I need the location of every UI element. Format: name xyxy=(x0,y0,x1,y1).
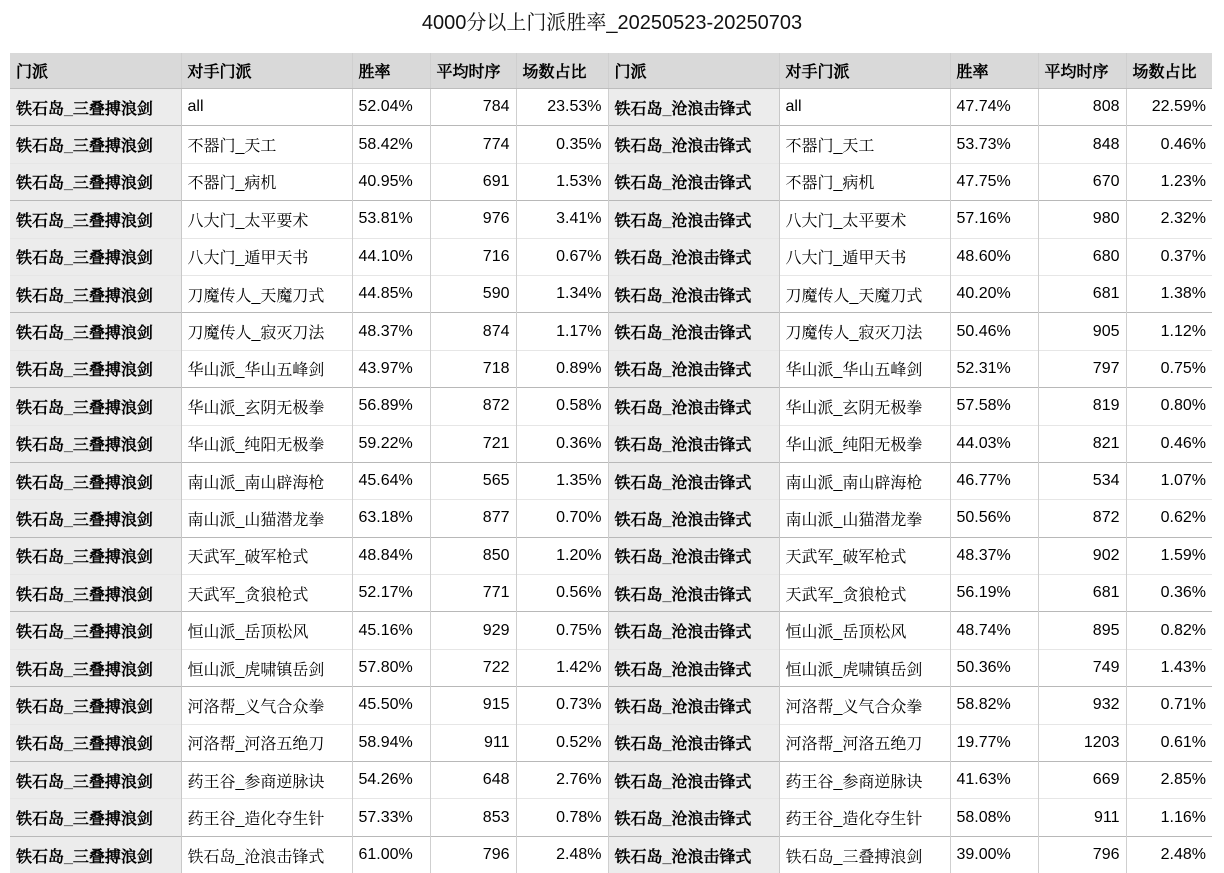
col-header-opponent[interactable]: 对手门派 xyxy=(181,53,352,89)
cell-opponent-2[interactable]: 南山派_山猫潜龙拳 xyxy=(779,500,950,537)
table-row xyxy=(10,462,1212,499)
cell-sect-2[interactable]: 铁石岛_沧浪击锋式 xyxy=(608,836,779,873)
table-row xyxy=(10,724,1212,761)
table-row xyxy=(10,126,1212,163)
cell-opponent[interactable]: 八大门_遁甲天书 xyxy=(181,238,352,275)
cell-winrate[interactable]: 56.89% xyxy=(352,388,430,425)
cell-match-share[interactable]: 0.52% xyxy=(516,724,608,761)
cell-avg-time-2[interactable]: 808 xyxy=(1038,89,1126,126)
cell-avg-time-2[interactable]: 872 xyxy=(1038,500,1126,537)
cell-winrate[interactable]: 48.37% xyxy=(352,313,430,350)
cell-opponent-2[interactable]: 恒山派_虎啸镇岳剑 xyxy=(779,649,950,686)
cell-winrate-2[interactable]: 48.60% xyxy=(950,238,1038,275)
cell-sect-2[interactable]: 铁石岛_沧浪击锋式 xyxy=(608,275,779,312)
cell-winrate-2[interactable]: 50.36% xyxy=(950,649,1038,686)
cell-avg-time-2[interactable]: 534 xyxy=(1038,462,1126,499)
cell-match-share-2[interactable]: 1.43% xyxy=(1126,649,1212,686)
cell-opponent-2[interactable]: 华山派_纯阳无极拳 xyxy=(779,425,950,462)
cell-opponent[interactable]: 南山派_山猫潜龙拳 xyxy=(181,500,352,537)
cell-opponent-2[interactable]: 河洛帮_河洛五绝刀 xyxy=(779,724,950,761)
cell-avg-time-2[interactable]: 669 xyxy=(1038,762,1126,799)
cell-match-share-2[interactable]: 0.46% xyxy=(1126,425,1212,462)
cell-avg-time[interactable]: 590 xyxy=(430,275,516,312)
cell-opponent[interactable]: 华山派_纯阳无极拳 xyxy=(181,425,352,462)
cell-sect[interactable]: 铁石岛_三叠搏浪剑 xyxy=(10,762,181,799)
cell-winrate-2[interactable]: 58.82% xyxy=(950,687,1038,724)
cell-winrate-2[interactable]: 47.75% xyxy=(950,163,1038,200)
cell-sect-2[interactable]: 铁石岛_沧浪击锋式 xyxy=(608,89,779,126)
cell-sect-2[interactable]: 铁石岛_沧浪击锋式 xyxy=(608,537,779,574)
cell-match-share[interactable]: 1.42% xyxy=(516,649,608,686)
cell-opponent-2[interactable]: 刀魔传人_天魔刀式 xyxy=(779,275,950,312)
cell-winrate[interactable]: 58.42% xyxy=(352,126,430,163)
cell-opponent[interactable]: 天武军_破军枪式 xyxy=(181,537,352,574)
cell-opponent[interactable]: 华山派_玄阴无极拳 xyxy=(181,388,352,425)
cell-match-share[interactable]: 0.35% xyxy=(516,126,608,163)
cell-match-share-2[interactable]: 1.59% xyxy=(1126,537,1212,574)
cell-sect-2[interactable]: 铁石岛_沧浪击锋式 xyxy=(608,462,779,499)
col-header-sect-2[interactable]: 门派 xyxy=(608,53,779,89)
cell-winrate-2[interactable]: 40.20% xyxy=(950,275,1038,312)
cell-opponent[interactable]: 恒山派_岳顶松风 xyxy=(181,612,352,649)
cell-winrate[interactable]: 63.18% xyxy=(352,500,430,537)
cell-avg-time[interactable]: 774 xyxy=(430,126,516,163)
cell-match-share[interactable]: 23.53% xyxy=(516,89,608,126)
cell-match-share[interactable]: 1.34% xyxy=(516,275,608,312)
cell-opponent[interactable]: 不器门_天工 xyxy=(181,126,352,163)
table-body xyxy=(10,89,1212,873)
table-row xyxy=(10,649,1212,686)
cell-opponent-2[interactable]: 华山派_玄阴无极拳 xyxy=(779,388,950,425)
cell-opponent[interactable]: 不器门_病机 xyxy=(181,163,352,200)
cell-opponent-2[interactable]: 不器门_病机 xyxy=(779,163,950,200)
cell-sect-2[interactable]: 铁石岛_沧浪击锋式 xyxy=(608,649,779,686)
cell-opponent[interactable]: 刀魔传人_天魔刀式 xyxy=(181,275,352,312)
cell-winrate-2[interactable]: 44.03% xyxy=(950,425,1038,462)
cell-opponent[interactable]: 刀魔传人_寂灭刀法 xyxy=(181,313,352,350)
table-row xyxy=(10,238,1212,275)
table-row xyxy=(10,799,1212,836)
cell-opponent-2[interactable]: 河洛帮_义气合众拳 xyxy=(779,687,950,724)
cell-match-share-2[interactable]: 1.23% xyxy=(1126,163,1212,200)
cell-sect-2[interactable]: 铁石岛_沧浪击锋式 xyxy=(608,313,779,350)
cell-opponent-2[interactable]: 铁石岛_三叠搏浪剑 xyxy=(779,836,950,873)
table-row xyxy=(10,537,1212,574)
cell-avg-time-2[interactable]: 980 xyxy=(1038,201,1126,238)
cell-sect[interactable]: 铁石岛_三叠搏浪剑 xyxy=(10,238,181,275)
cell-winrate[interactable]: 59.22% xyxy=(352,425,430,462)
cell-sect[interactable]: 铁石岛_三叠搏浪剑 xyxy=(10,388,181,425)
cell-avg-time-2[interactable]: 1203 xyxy=(1038,724,1126,761)
cell-sect-2[interactable]: 铁石岛_沧浪击锋式 xyxy=(608,575,779,612)
cell-avg-time-2[interactable]: 681 xyxy=(1038,275,1126,312)
cell-sect-2[interactable]: 铁石岛_沧浪击锋式 xyxy=(608,350,779,387)
cell-opponent[interactable]: all xyxy=(181,89,352,126)
table-row xyxy=(10,313,1212,350)
table-row xyxy=(10,89,1212,126)
cell-winrate[interactable]: 45.16% xyxy=(352,612,430,649)
cell-winrate[interactable]: 53.81% xyxy=(352,201,430,238)
cell-avg-time-2[interactable]: 905 xyxy=(1038,313,1126,350)
cell-avg-time[interactable]: 648 xyxy=(430,762,516,799)
cell-match-share[interactable]: 1.17% xyxy=(516,313,608,350)
cell-match-share-2[interactable]: 1.38% xyxy=(1126,275,1212,312)
cell-match-share[interactable]: 0.78% xyxy=(516,799,608,836)
cell-sect[interactable]: 铁石岛_三叠搏浪剑 xyxy=(10,350,181,387)
cell-avg-time[interactable]: 722 xyxy=(430,649,516,686)
cell-match-share[interactable]: 1.53% xyxy=(516,163,608,200)
table-row xyxy=(10,388,1212,425)
cell-winrate[interactable]: 54.26% xyxy=(352,762,430,799)
cell-opponent-2[interactable]: 南山派_南山辟海枪 xyxy=(779,462,950,499)
cell-match-share[interactable]: 0.56% xyxy=(516,575,608,612)
cell-avg-time-2[interactable]: 821 xyxy=(1038,425,1126,462)
cell-winrate[interactable]: 45.64% xyxy=(352,462,430,499)
cell-sect[interactable]: 铁石岛_三叠搏浪剑 xyxy=(10,425,181,462)
cell-avg-time[interactable]: 718 xyxy=(430,350,516,387)
col-header-avg-time-2[interactable]: 平均时序 xyxy=(1038,53,1126,89)
cell-opponent[interactable]: 河洛帮_河洛五绝刀 xyxy=(181,724,352,761)
cell-winrate-2[interactable]: 50.56% xyxy=(950,500,1038,537)
cell-avg-time[interactable]: 771 xyxy=(430,575,516,612)
cell-winrate-2[interactable]: 50.46% xyxy=(950,313,1038,350)
cell-opponent-2[interactable]: 天武军_破军枪式 xyxy=(779,537,950,574)
cell-opponent[interactable]: 南山派_南山辟海枪 xyxy=(181,462,352,499)
cell-avg-time[interactable]: 565 xyxy=(430,462,516,499)
cell-winrate-2[interactable]: 48.37% xyxy=(950,537,1038,574)
cell-avg-time[interactable]: 915 xyxy=(430,687,516,724)
cell-sect-2[interactable]: 铁石岛_沧浪击锋式 xyxy=(608,762,779,799)
cell-sect-2[interactable]: 铁石岛_沧浪击锋式 xyxy=(608,612,779,649)
cell-winrate[interactable]: 57.33% xyxy=(352,799,430,836)
cell-winrate-2[interactable]: 57.16% xyxy=(950,201,1038,238)
col-header-winrate-2[interactable]: 胜率 xyxy=(950,53,1038,89)
cell-winrate-2[interactable]: 46.77% xyxy=(950,462,1038,499)
cell-avg-time[interactable]: 853 xyxy=(430,799,516,836)
cell-match-share-2[interactable]: 22.59% xyxy=(1126,89,1212,126)
cell-avg-time[interactable]: 796 xyxy=(430,836,516,873)
cell-winrate[interactable]: 61.00% xyxy=(352,836,430,873)
table-row xyxy=(10,201,1212,238)
cell-match-share-2[interactable]: 1.12% xyxy=(1126,313,1212,350)
cell-avg-time[interactable]: 874 xyxy=(430,313,516,350)
cell-match-share[interactable]: 2.76% xyxy=(516,762,608,799)
cell-match-share[interactable]: 0.58% xyxy=(516,388,608,425)
cell-avg-time[interactable]: 877 xyxy=(430,500,516,537)
cell-sect[interactable]: 铁石岛_三叠搏浪剑 xyxy=(10,462,181,499)
cell-sect[interactable]: 铁石岛_三叠搏浪剑 xyxy=(10,89,181,126)
cell-winrate-2[interactable]: 57.58% xyxy=(950,388,1038,425)
table-row xyxy=(10,687,1212,724)
cell-sect[interactable]: 铁石岛_三叠搏浪剑 xyxy=(10,799,181,836)
cell-avg-time[interactable]: 911 xyxy=(430,724,516,761)
cell-avg-time[interactable]: 691 xyxy=(430,163,516,200)
cell-sect[interactable]: 铁石岛_三叠搏浪剑 xyxy=(10,313,181,350)
cell-match-share[interactable]: 0.89% xyxy=(516,350,608,387)
cell-sect[interactable]: 铁石岛_三叠搏浪剑 xyxy=(10,500,181,537)
cell-sect-2[interactable]: 铁石岛_沧浪击锋式 xyxy=(608,238,779,275)
cell-avg-time[interactable]: 850 xyxy=(430,537,516,574)
cell-sect-2[interactable]: 铁石岛_沧浪击锋式 xyxy=(608,724,779,761)
cell-sect-2[interactable]: 铁石岛_沧浪击锋式 xyxy=(608,500,779,537)
cell-sect[interactable]: 铁石岛_三叠搏浪剑 xyxy=(10,537,181,574)
cell-sect-2[interactable]: 铁石岛_沧浪击锋式 xyxy=(608,425,779,462)
cell-match-share[interactable]: 1.35% xyxy=(516,462,608,499)
cell-match-share-2[interactable]: 0.36% xyxy=(1126,575,1212,612)
cell-match-share-2[interactable]: 2.85% xyxy=(1126,762,1212,799)
cell-match-share[interactable]: 2.48% xyxy=(516,836,608,873)
cell-sect[interactable]: 铁石岛_三叠搏浪剑 xyxy=(10,687,181,724)
winrate-table xyxy=(10,53,1212,873)
cell-winrate[interactable]: 52.04% xyxy=(352,89,430,126)
cell-avg-time[interactable]: 929 xyxy=(430,612,516,649)
cell-winrate-2[interactable]: 53.73% xyxy=(950,126,1038,163)
cell-avg-time-2[interactable]: 932 xyxy=(1038,687,1126,724)
cell-opponent-2[interactable]: 不器门_天工 xyxy=(779,126,950,163)
cell-avg-time-2[interactable]: 848 xyxy=(1038,126,1126,163)
cell-winrate-2[interactable]: 52.31% xyxy=(950,350,1038,387)
cell-sect-2[interactable]: 铁石岛_沧浪击锋式 xyxy=(608,126,779,163)
table-row xyxy=(10,500,1212,537)
cell-match-share-2[interactable]: 0.75% xyxy=(1126,350,1212,387)
cell-winrate[interactable]: 57.80% xyxy=(352,649,430,686)
cell-winrate[interactable]: 58.94% xyxy=(352,724,430,761)
cell-opponent-2[interactable]: 八大门_太平要术 xyxy=(779,201,950,238)
cell-winrate-2[interactable]: 41.63% xyxy=(950,762,1038,799)
cell-sect-2[interactable]: 铁石岛_沧浪击锋式 xyxy=(608,163,779,200)
col-header-winrate[interactable]: 胜率 xyxy=(352,53,430,89)
cell-match-share-2[interactable]: 1.07% xyxy=(1126,462,1212,499)
cell-avg-time[interactable]: 784 xyxy=(430,89,516,126)
table-row xyxy=(10,163,1212,200)
cell-avg-time-2[interactable]: 749 xyxy=(1038,649,1126,686)
col-header-sect[interactable]: 门派 xyxy=(10,53,181,89)
cell-opponent-2[interactable]: all xyxy=(779,89,950,126)
cell-avg-time[interactable]: 872 xyxy=(430,388,516,425)
cell-opponent-2[interactable]: 天武军_贪狼枪式 xyxy=(779,575,950,612)
cell-sect[interactable]: 铁石岛_三叠搏浪剑 xyxy=(10,836,181,873)
cell-sect[interactable]: 铁石岛_三叠搏浪剑 xyxy=(10,612,181,649)
cell-winrate-2[interactable]: 39.00% xyxy=(950,836,1038,873)
cell-winrate[interactable]: 44.10% xyxy=(352,238,430,275)
cell-match-share-2[interactable]: 0.46% xyxy=(1126,126,1212,163)
cell-sect[interactable]: 铁石岛_三叠搏浪剑 xyxy=(10,575,181,612)
cell-winrate[interactable]: 40.95% xyxy=(352,163,430,200)
cell-opponent[interactable]: 河洛帮_义气合众拳 xyxy=(181,687,352,724)
header-row xyxy=(10,53,1212,89)
col-header-match-share-2[interactable]: 场数占比 xyxy=(1126,53,1212,89)
cell-avg-time-2[interactable]: 902 xyxy=(1038,537,1126,574)
cell-opponent-2[interactable]: 刀魔传人_寂灭刀法 xyxy=(779,313,950,350)
cell-sect[interactable]: 铁石岛_三叠搏浪剑 xyxy=(10,275,181,312)
cell-avg-time[interactable]: 721 xyxy=(430,425,516,462)
cell-sect[interactable]: 铁石岛_三叠搏浪剑 xyxy=(10,126,181,163)
table-row xyxy=(10,275,1212,312)
cell-winrate[interactable]: 43.97% xyxy=(352,350,430,387)
cell-sect-2[interactable]: 铁石岛_沧浪击锋式 xyxy=(608,687,779,724)
cell-sect[interactable]: 铁石岛_三叠搏浪剑 xyxy=(10,649,181,686)
cell-match-share-2[interactable]: 0.62% xyxy=(1126,500,1212,537)
cell-sect[interactable]: 铁石岛_三叠搏浪剑 xyxy=(10,724,181,761)
cell-match-share-2[interactable]: 0.80% xyxy=(1126,388,1212,425)
cell-avg-time[interactable]: 716 xyxy=(430,238,516,275)
cell-match-share-2[interactable]: 1.16% xyxy=(1126,799,1212,836)
cell-match-share[interactable]: 1.20% xyxy=(516,537,608,574)
cell-match-share-2[interactable]: 0.82% xyxy=(1126,612,1212,649)
cell-winrate[interactable]: 52.17% xyxy=(352,575,430,612)
cell-winrate-2[interactable]: 47.74% xyxy=(950,89,1038,126)
cell-avg-time-2[interactable]: 911 xyxy=(1038,799,1126,836)
cell-opponent[interactable]: 恒山派_虎啸镇岳剑 xyxy=(181,649,352,686)
table-row xyxy=(10,350,1212,387)
cell-opponent[interactable]: 药王谷_参商逆脉诀 xyxy=(181,762,352,799)
cell-match-share[interactable]: 0.73% xyxy=(516,687,608,724)
cell-avg-time-2[interactable]: 895 xyxy=(1038,612,1126,649)
cell-winrate-2[interactable]: 48.74% xyxy=(950,612,1038,649)
cell-opponent[interactable]: 药王谷_造化夺生针 xyxy=(181,799,352,836)
cell-sect-2[interactable]: 铁石岛_沧浪击锋式 xyxy=(608,388,779,425)
cell-winrate-2[interactable]: 19.77% xyxy=(950,724,1038,761)
cell-winrate-2[interactable]: 58.08% xyxy=(950,799,1038,836)
col-header-match-share[interactable]: 场数占比 xyxy=(516,53,608,89)
cell-opponent-2[interactable]: 华山派_华山五峰剑 xyxy=(779,350,950,387)
cell-opponent[interactable]: 铁石岛_沧浪击锋式 xyxy=(181,836,352,873)
cell-match-share[interactable]: 0.36% xyxy=(516,425,608,462)
cell-winrate-2[interactable]: 56.19% xyxy=(950,575,1038,612)
cell-sect[interactable]: 铁石岛_三叠搏浪剑 xyxy=(10,163,181,200)
cell-opponent-2[interactable]: 药王谷_造化夺生针 xyxy=(779,799,950,836)
cell-opponent-2[interactable]: 八大门_遁甲天书 xyxy=(779,238,950,275)
cell-match-share-2[interactable]: 2.32% xyxy=(1126,201,1212,238)
cell-avg-time-2[interactable]: 670 xyxy=(1038,163,1126,200)
cell-opponent-2[interactable]: 药王谷_参商逆脉诀 xyxy=(779,762,950,799)
cell-opponent[interactable]: 华山派_华山五峰剑 xyxy=(181,350,352,387)
cell-winrate[interactable]: 44.85% xyxy=(352,275,430,312)
cell-match-share[interactable]: 0.75% xyxy=(516,612,608,649)
cell-avg-time-2[interactable]: 796 xyxy=(1038,836,1126,873)
col-header-avg-time[interactable]: 平均时序 xyxy=(430,53,516,89)
cell-avg-time-2[interactable]: 681 xyxy=(1038,575,1126,612)
cell-match-share-2[interactable]: 2.48% xyxy=(1126,836,1212,873)
cell-match-share[interactable]: 0.67% xyxy=(516,238,608,275)
cell-opponent[interactable]: 八大门_太平要术 xyxy=(181,201,352,238)
table-row xyxy=(10,575,1212,612)
cell-winrate[interactable]: 48.84% xyxy=(352,537,430,574)
page-title: 4000分以上门派胜率_20250523-20250703 xyxy=(0,10,1224,36)
cell-match-share-2[interactable]: 0.61% xyxy=(1126,724,1212,761)
cell-avg-time[interactable]: 976 xyxy=(430,201,516,238)
cell-sect-2[interactable]: 铁石岛_沧浪击锋式 xyxy=(608,201,779,238)
cell-match-share-2[interactable]: 0.37% xyxy=(1126,238,1212,275)
cell-match-share[interactable]: 0.70% xyxy=(516,500,608,537)
cell-sect-2[interactable]: 铁石岛_沧浪击锋式 xyxy=(608,799,779,836)
cell-opponent-2[interactable]: 恒山派_岳顶松风 xyxy=(779,612,950,649)
table-row xyxy=(10,612,1212,649)
col-header-opponent-2[interactable]: 对手门派 xyxy=(779,53,950,89)
table-row xyxy=(10,762,1212,799)
cell-avg-time-2[interactable]: 680 xyxy=(1038,238,1126,275)
cell-avg-time-2[interactable]: 819 xyxy=(1038,388,1126,425)
cell-avg-time-2[interactable]: 797 xyxy=(1038,350,1126,387)
table-row xyxy=(10,836,1212,873)
cell-match-share-2[interactable]: 0.71% xyxy=(1126,687,1212,724)
table-row xyxy=(10,425,1212,462)
cell-match-share[interactable]: 3.41% xyxy=(516,201,608,238)
cell-sect[interactable]: 铁石岛_三叠搏浪剑 xyxy=(10,201,181,238)
cell-winrate[interactable]: 45.50% xyxy=(352,687,430,724)
cell-opponent[interactable]: 天武军_贪狼枪式 xyxy=(181,575,352,612)
